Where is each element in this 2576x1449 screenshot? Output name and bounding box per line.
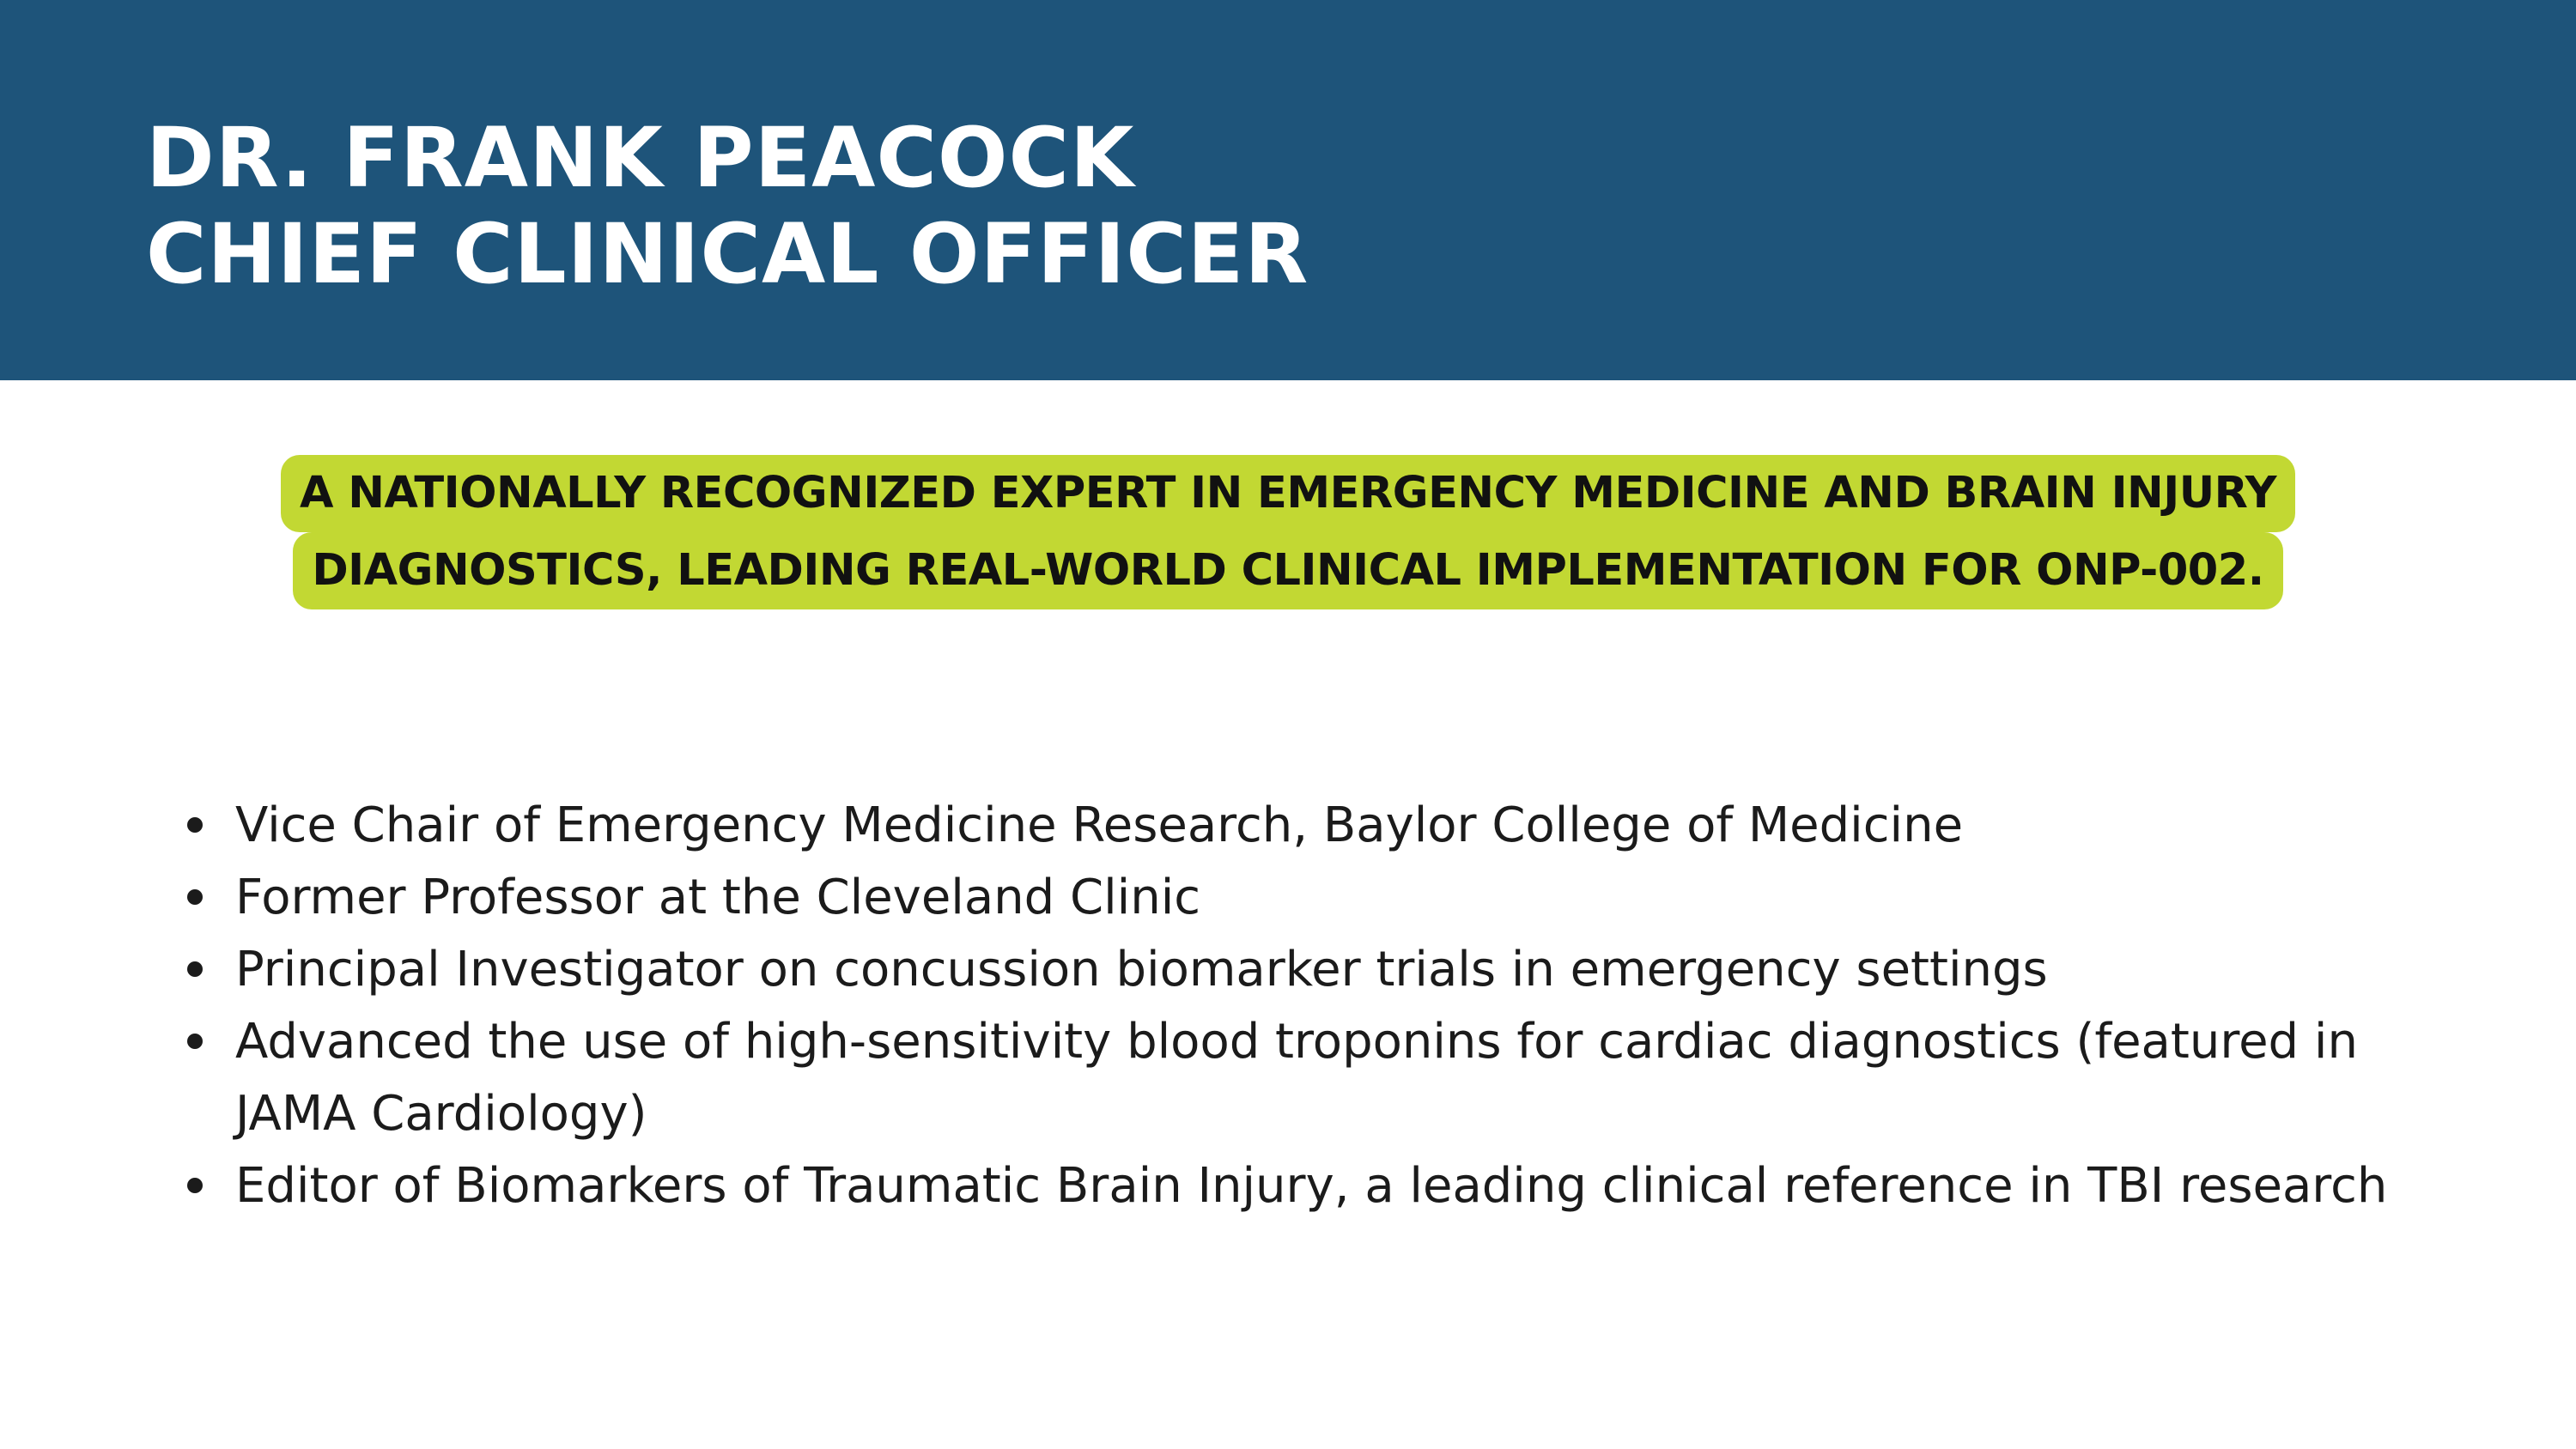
bullet-icon: [187, 889, 203, 905]
highlight-summary: [172, 455, 2404, 609]
list-item-text: Editor of Biomarkers of Traumatic Brain Injury, a leading clinical reference in TBI research: [235, 1158, 2388, 1214]
list-item: [187, 934, 2471, 1006]
list-item: [187, 1006, 2471, 1150]
person-role: CHIEF CLINICAL OFFICER: [146, 206, 1309, 302]
credentials-list: [187, 790, 2471, 1222]
header-banner: [0, 0, 2576, 380]
list-item-text: Advanced the use of high-sensitivity blood troponins for cardiac diagnostics (featured in JAMA Cardiology): [235, 1014, 2358, 1142]
list-item: [187, 862, 2471, 934]
bullet-icon: [187, 1178, 203, 1193]
page-title: [146, 110, 1309, 302]
highlight-line-1: A NATIONALLY RECOGNIZED EXPERT IN EMERGENCY MEDICINE AND BRAIN INJURY: [281, 455, 2295, 532]
bullet-icon: [187, 817, 203, 833]
highlight-line-2: DIAGNOSTICS, LEADING REAL-WORLD CLINICAL IMPLEMENTATION FOR ONP-002.: [293, 532, 2282, 609]
list-item-text: Principal Investigator on concussion biomarker trials in emergency settings: [235, 942, 2048, 997]
list-item: [187, 1150, 2471, 1222]
list-item-text: Vice Chair of Emergency Medicine Research, Baylor College of Medicine: [235, 797, 1964, 853]
bullet-icon: [187, 961, 203, 977]
list-item-text: Former Professor at the Cleveland Clinic: [235, 870, 1201, 925]
list-item: [187, 790, 2471, 862]
bullet-icon: [187, 1034, 203, 1049]
person-name: DR. FRANK PEACOCK: [146, 110, 1135, 206]
